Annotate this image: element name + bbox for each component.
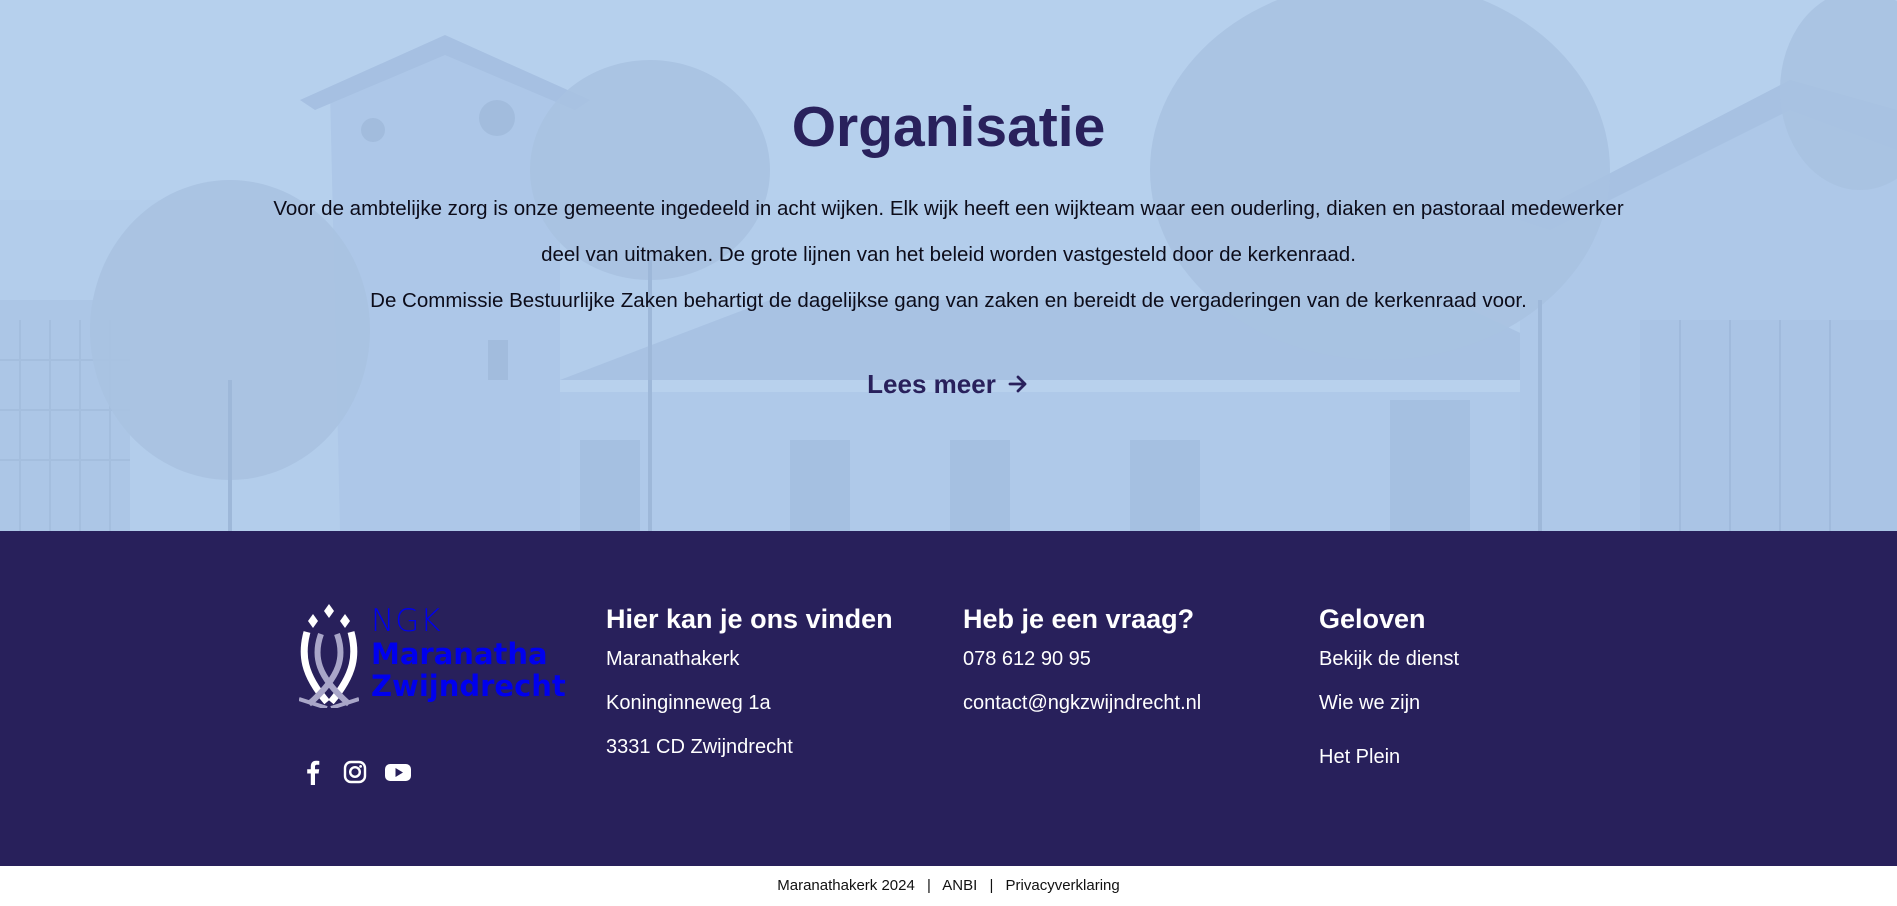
site-footer [0, 531, 1897, 866]
phone-link[interactable]: 078 612 90 95 [963, 648, 1091, 670]
footer-contact-heading: Heb je een vraag? [963, 604, 1195, 634]
arrow-right-icon [1006, 372, 1030, 396]
section-description [230, 186, 1667, 324]
who-we-are-link[interactable]: Wie we zijn [1319, 692, 1421, 714]
copyright-text: Maranathakerk 2024 [777, 877, 915, 894]
watch-service-link[interactable]: Bekijk de dienst [1319, 648, 1460, 670]
facebook-link[interactable] [300, 759, 326, 785]
footer-location-column [606, 603, 893, 779]
footer-faith-heading: Geloven [1319, 604, 1426, 634]
privacy-link[interactable]: Privacyverklaring [1005, 877, 1120, 894]
street-address: Koninginneweg 1a [606, 692, 771, 714]
youtube-icon [384, 759, 412, 785]
footer-contact-column [963, 603, 1201, 735]
bottom-bar [0, 866, 1897, 906]
separator: | [927, 877, 931, 894]
church-name: Maranathakerk [606, 648, 740, 670]
logo-line-maranatha: Maranatha [371, 637, 548, 671]
section-title: Organisatie [791, 95, 1106, 159]
read-more-label: Lees meer [867, 369, 996, 399]
logo-text [371, 604, 566, 702]
logo-line-zwijndrecht: Zwijndrecht [371, 669, 566, 703]
description-line: deel van uitmaken. De grote lijnen van het beleid worden vastgesteld door de kerkenraad. [541, 243, 1356, 266]
description-line: De Commissie Bestuurlijke Zaken behartigt de dagelijkse gang van zaken en bereidt de vergaderingen van de kerkenraad voor. [370, 289, 1527, 312]
instagram-link[interactable] [342, 759, 368, 785]
read-more-link[interactable] [867, 364, 1030, 404]
instagram-icon [342, 759, 368, 785]
social-links [300, 759, 412, 785]
separator: | [989, 877, 994, 894]
youtube-link[interactable] [384, 759, 412, 785]
site-logo[interactable] [299, 603, 566, 708]
het-plein-link[interactable]: Het Plein [1319, 746, 1401, 768]
postal-city: 3331 CD Zwijndrecht [606, 736, 793, 758]
footer-location-heading: Hier kan je ons vinden [606, 604, 893, 634]
description-line: Voor de ambtelijke zorg is onze gemeente ingedeeld in acht wijken. Elk wijk heeft een wijkteam waar een ouderling, diaken en pastoraal medewerker [273, 197, 1624, 220]
email-link[interactable]: contact@ngkzwijndrecht.nl [963, 692, 1202, 714]
anbi-link[interactable]: ANBI [942, 877, 978, 894]
read-more-wrapper [0, 364, 1897, 409]
footer-faith-column [1319, 603, 1459, 789]
logo-line-ngk: NGK [371, 603, 442, 639]
logo-mark-icon [299, 604, 359, 708]
facebook-icon [300, 759, 326, 785]
